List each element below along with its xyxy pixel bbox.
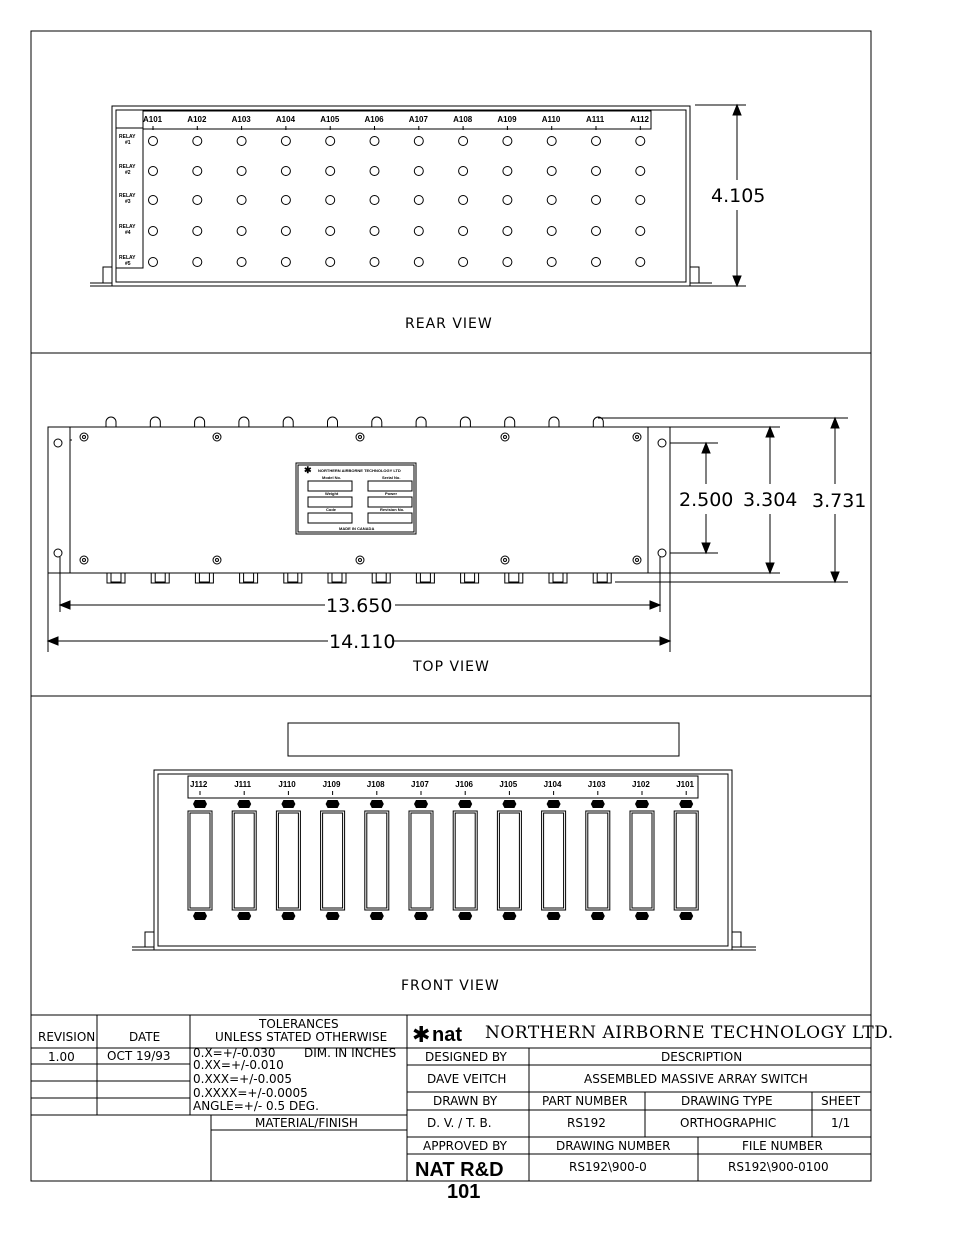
front-d-sub-inner xyxy=(499,813,519,908)
screw-center xyxy=(636,436,639,439)
top-connector-inner xyxy=(244,573,254,582)
rear-column-label: A101 xyxy=(143,115,163,124)
rear-view xyxy=(90,105,765,332)
screw-center xyxy=(504,436,507,439)
screw-center xyxy=(504,559,507,562)
dim-3731: 3.731 xyxy=(812,490,867,512)
rear-view-title: REAR VIEW xyxy=(405,316,493,332)
rear-jack-hole xyxy=(414,196,423,205)
front-d-sub-inner xyxy=(234,813,254,908)
top-knob xyxy=(239,417,249,427)
top-knob xyxy=(549,417,559,427)
front-d-sub-connector xyxy=(321,811,345,910)
rear-jack-hole xyxy=(193,227,202,236)
rear-jack-hole xyxy=(193,167,202,176)
rear-label-strip xyxy=(143,111,651,129)
rear-jack-hole xyxy=(326,196,335,205)
rear-jack-hole xyxy=(547,137,556,146)
rear-jack-hole xyxy=(326,137,335,146)
part-number-label: PART NUMBER xyxy=(542,1094,628,1108)
rear-jack-hole xyxy=(636,196,645,205)
rear-jack-hole xyxy=(237,137,246,146)
top-knob xyxy=(195,417,205,427)
rear-jack-hole xyxy=(281,258,290,267)
rear-jack-hole xyxy=(237,227,246,236)
top-connector-inner xyxy=(553,573,563,582)
designed-by-label: DESIGNED BY xyxy=(425,1050,507,1064)
dim-14110: 14.110 xyxy=(329,631,396,653)
rear-jack-hole xyxy=(414,258,423,267)
drawing-number-label: DRAWING NUMBER xyxy=(556,1139,671,1153)
screw xyxy=(213,556,221,564)
top-view-title: TOP VIEW xyxy=(413,659,490,675)
relay-label: RELAY xyxy=(119,255,136,261)
top-connector-inner xyxy=(288,573,298,582)
rear-column-label: A110 xyxy=(541,115,561,124)
top-knob xyxy=(106,417,116,427)
revision-value: 1.00 xyxy=(48,1050,75,1064)
relay-number: #1 xyxy=(125,140,131,146)
front-d-sub-connector xyxy=(497,811,521,910)
tol-xx: 0.XX=+/-0.010 xyxy=(193,1058,284,1072)
front-d-sub-connector xyxy=(188,811,212,910)
front-column-label: J109 xyxy=(322,780,341,789)
front-d-sub-inner xyxy=(676,813,696,908)
drawing-number-value: RS192\900-0 xyxy=(569,1160,647,1174)
rear-jack-hole xyxy=(370,167,379,176)
rear-column-label: A109 xyxy=(497,115,517,124)
front-column-label: J112 xyxy=(190,780,208,789)
date-value: OCT 19/93 xyxy=(107,1049,171,1063)
approved-by-value: NAT R&D xyxy=(415,1159,504,1181)
rear-jack-hole xyxy=(149,167,158,176)
description-value: ASSEMBLED MASSIVE ARRAY SWITCH xyxy=(584,1072,808,1086)
rear-column-label: A104 xyxy=(275,115,296,124)
front-d-sub-inner xyxy=(544,813,564,908)
drawn-by-label: DRAWN BY xyxy=(433,1094,498,1108)
rear-jack-hole xyxy=(326,167,335,176)
rear-jack-hole xyxy=(592,258,601,267)
nat-logo-text: nat xyxy=(432,1024,462,1046)
rear-jack-hole xyxy=(547,167,556,176)
front-view-title: FRONT VIEW xyxy=(401,978,500,994)
rear-jack-hole xyxy=(370,227,379,236)
rear-jack-hole xyxy=(636,137,645,146)
front-column-label: J107 xyxy=(411,780,429,789)
top-knob xyxy=(460,417,470,427)
svg-text:Code: Code xyxy=(326,507,336,512)
rear-jack-hole xyxy=(193,196,202,205)
nat-logo-icon: ✱ xyxy=(412,1023,431,1048)
dim-units: DIM. IN INCHES xyxy=(304,1046,397,1060)
svg-text:Model No.: Model No. xyxy=(322,475,342,480)
tol-xxxx: 0.XXXX=+/-0.0005 xyxy=(193,1086,308,1100)
rear-jack-hole xyxy=(149,137,158,146)
rear-jack-hole xyxy=(193,258,202,267)
front-column-label: J102 xyxy=(632,780,650,789)
relay-number: #3 xyxy=(125,199,131,205)
top-knob xyxy=(505,417,515,427)
rear-jack-hole xyxy=(414,227,423,236)
relay-label: RELAY xyxy=(119,224,136,230)
front-d-sub-connector xyxy=(409,811,433,910)
top-connector-inner xyxy=(199,573,209,582)
rear-column-label: A102 xyxy=(187,115,207,124)
svg-text:MADE IN CANADA: MADE IN CANADA xyxy=(339,526,375,531)
top-connector-inner xyxy=(597,573,607,582)
front-column-label: J108 xyxy=(366,780,385,789)
tol-angle: ANGLE=+/- 0.5 DEG. xyxy=(193,1099,319,1113)
rear-jack-hole xyxy=(370,196,379,205)
rear-column-label: A112 xyxy=(630,115,649,124)
screw-center xyxy=(216,436,219,439)
front-d-sub-inner xyxy=(411,813,431,908)
rear-jack-hole xyxy=(459,167,468,176)
screw xyxy=(80,556,88,564)
svg-text:Power: Power xyxy=(385,491,398,496)
front-column-label: J104 xyxy=(543,780,562,789)
dim-13650: 13.650 xyxy=(326,595,393,617)
rear-jack-hole xyxy=(237,196,246,205)
svg-text:Weight: Weight xyxy=(325,491,339,496)
top-connector-inner xyxy=(155,573,165,582)
rear-jack-hole xyxy=(547,196,556,205)
rear-jack-hole xyxy=(636,227,645,236)
screw-center xyxy=(359,559,362,562)
screw-center xyxy=(636,559,639,562)
rear-jack-hole xyxy=(459,227,468,236)
sheet-label: SHEET xyxy=(821,1094,861,1108)
nameplate-logo-icon: ✱ xyxy=(304,465,312,475)
front-column-label: J111 xyxy=(234,780,252,789)
front-column-label: J101 xyxy=(676,780,694,789)
screw xyxy=(80,433,88,441)
rear-jack-hole xyxy=(592,196,601,205)
rear-jack-hole xyxy=(193,137,202,146)
screw xyxy=(213,433,221,441)
designed-by-value: DAVE VEITCH xyxy=(427,1072,507,1086)
date-header: DATE xyxy=(129,1030,161,1044)
svg-text:Revision No.: Revision No. xyxy=(380,507,405,512)
rear-jack-hole xyxy=(636,167,645,176)
rear-jack-hole xyxy=(592,167,601,176)
screw-center xyxy=(216,559,219,562)
rear-jack-hole xyxy=(237,258,246,267)
front-d-sub-connector xyxy=(276,811,300,910)
screw xyxy=(356,556,364,564)
front-d-sub-connector xyxy=(674,811,698,910)
svg-text:Serial No.: Serial No. xyxy=(382,475,401,480)
page-number: 101 xyxy=(447,1181,481,1203)
rear-jack-hole xyxy=(414,137,423,146)
rear-jack-hole xyxy=(149,227,158,236)
front-title-box xyxy=(288,723,679,756)
top-knob xyxy=(328,417,338,427)
rear-column-label: A106 xyxy=(364,115,384,124)
rear-jack-hole xyxy=(459,196,468,205)
front-label-strip xyxy=(188,776,698,798)
rear-jack-hole xyxy=(149,196,158,205)
screw xyxy=(633,433,641,441)
screw-center xyxy=(83,436,86,439)
rear-jack-hole xyxy=(503,137,512,146)
tolerances-heading: TOLERANCES xyxy=(259,1017,339,1031)
front-d-sub-connector xyxy=(630,811,654,910)
company-name: NORTHERN AIRBORNE TECHNOLOGY LTD. xyxy=(485,1023,894,1043)
rear-column-label: A105 xyxy=(320,115,340,124)
relay-number: #5 xyxy=(125,261,131,267)
top-connector-inner xyxy=(420,573,430,582)
top-connector-inner xyxy=(465,573,475,582)
front-column-label: J105 xyxy=(499,780,518,789)
front-column-label: J110 xyxy=(278,780,296,789)
screw xyxy=(501,433,509,441)
top-knob xyxy=(150,417,160,427)
nameplate xyxy=(296,463,416,534)
dim-3304: 3.304 xyxy=(743,489,798,511)
relay-label: RELAY xyxy=(119,193,136,199)
rear-jack-hole xyxy=(370,137,379,146)
rear-column-label: A111 xyxy=(586,115,605,124)
front-d-sub-connector xyxy=(453,811,477,910)
top-connector-inner xyxy=(376,573,386,582)
rear-jack-hole xyxy=(503,258,512,267)
rear-jack-hole xyxy=(237,167,246,176)
front-d-sub-inner xyxy=(455,813,475,908)
rear-jack-hole xyxy=(370,258,379,267)
revision-header: REVISION xyxy=(38,1030,96,1044)
approved-by-label: APPROVED BY xyxy=(423,1139,508,1153)
front-d-sub-inner xyxy=(588,813,608,908)
front-d-sub-connector xyxy=(232,811,256,910)
dim-2500: 2.500 xyxy=(679,489,734,511)
rear-column-label: A107 xyxy=(408,115,428,124)
front-chassis xyxy=(154,770,732,950)
rear-jack-hole xyxy=(149,258,158,267)
part-number-value: RS192 xyxy=(567,1116,606,1130)
front-view xyxy=(132,723,756,994)
rear-jack-hole xyxy=(547,227,556,236)
screw-center xyxy=(83,559,86,562)
description-label: DESCRIPTION xyxy=(661,1050,743,1064)
drawing-type-value: ORTHOGRAPHIC xyxy=(680,1116,777,1130)
front-d-sub-connector xyxy=(365,811,389,910)
rear-chassis-inner xyxy=(116,110,686,282)
top-knob xyxy=(416,417,426,427)
relay-number: #4 xyxy=(125,230,131,236)
front-column-label: J106 xyxy=(455,780,473,789)
nameplate-company: NORTHERN AIRBORNE TECHNOLOGY LTD xyxy=(318,468,401,473)
drawing-type-label: DRAWING TYPE xyxy=(681,1094,773,1108)
rear-jack-hole xyxy=(326,258,335,267)
file-number-value: RS192\900-0100 xyxy=(728,1160,829,1174)
rear-column-label: A103 xyxy=(231,115,251,124)
material-finish-label: MATERIAL/FINISH xyxy=(255,1116,358,1130)
rear-column-label: A108 xyxy=(453,115,473,124)
top-connector-inner xyxy=(509,573,519,582)
rear-jack-hole xyxy=(281,137,290,146)
rear-jack-hole xyxy=(503,167,512,176)
top-view xyxy=(48,417,866,675)
rear-jack-hole xyxy=(503,227,512,236)
tol-x: 0.X=+/-0.030 xyxy=(193,1046,276,1060)
top-chassis xyxy=(48,427,670,573)
sheet-value: 1/1 xyxy=(831,1116,851,1130)
top-connector-inner xyxy=(111,573,121,582)
rear-jack-hole xyxy=(459,258,468,267)
front-d-sub-inner xyxy=(367,813,387,908)
front-d-sub-inner xyxy=(632,813,652,908)
relay-number: #2 xyxy=(125,170,131,176)
relay-label: RELAY xyxy=(119,134,136,140)
rear-jack-hole xyxy=(281,167,290,176)
front-d-sub-inner xyxy=(278,813,298,908)
screw-center xyxy=(359,436,362,439)
rear-jack-hole xyxy=(592,227,601,236)
rear-jack-hole xyxy=(326,227,335,236)
top-knob xyxy=(283,417,293,427)
rear-jack-hole xyxy=(281,227,290,236)
rear-jack-hole xyxy=(281,196,290,205)
tol-xxx: 0.XXX=+/-0.005 xyxy=(193,1072,292,1086)
screw xyxy=(633,556,641,564)
title-block xyxy=(31,1015,894,1181)
front-d-sub-inner xyxy=(190,813,210,908)
front-d-sub-inner xyxy=(323,813,343,908)
file-number-label: FILE NUMBER xyxy=(742,1139,823,1153)
top-connector-inner xyxy=(332,573,342,582)
screw xyxy=(356,433,364,441)
rear-jack-hole xyxy=(459,137,468,146)
rear-jack-hole xyxy=(636,258,645,267)
top-knob xyxy=(372,417,382,427)
rear-jack-hole xyxy=(414,167,423,176)
front-d-sub-connector xyxy=(586,811,610,910)
front-d-sub-connector xyxy=(542,811,566,910)
relay-label: RELAY xyxy=(119,164,136,170)
rear-height-dim: 4.105 xyxy=(711,185,766,207)
screw xyxy=(501,556,509,564)
rear-jack-hole xyxy=(503,196,512,205)
rear-jack-hole xyxy=(547,258,556,267)
rear-jack-hole xyxy=(592,137,601,146)
drawn-by-value: D. V. / T. B. xyxy=(427,1116,492,1130)
front-column-label: J103 xyxy=(587,780,606,789)
tolerances-subheading: UNLESS STATED OTHERWISE xyxy=(215,1030,388,1044)
